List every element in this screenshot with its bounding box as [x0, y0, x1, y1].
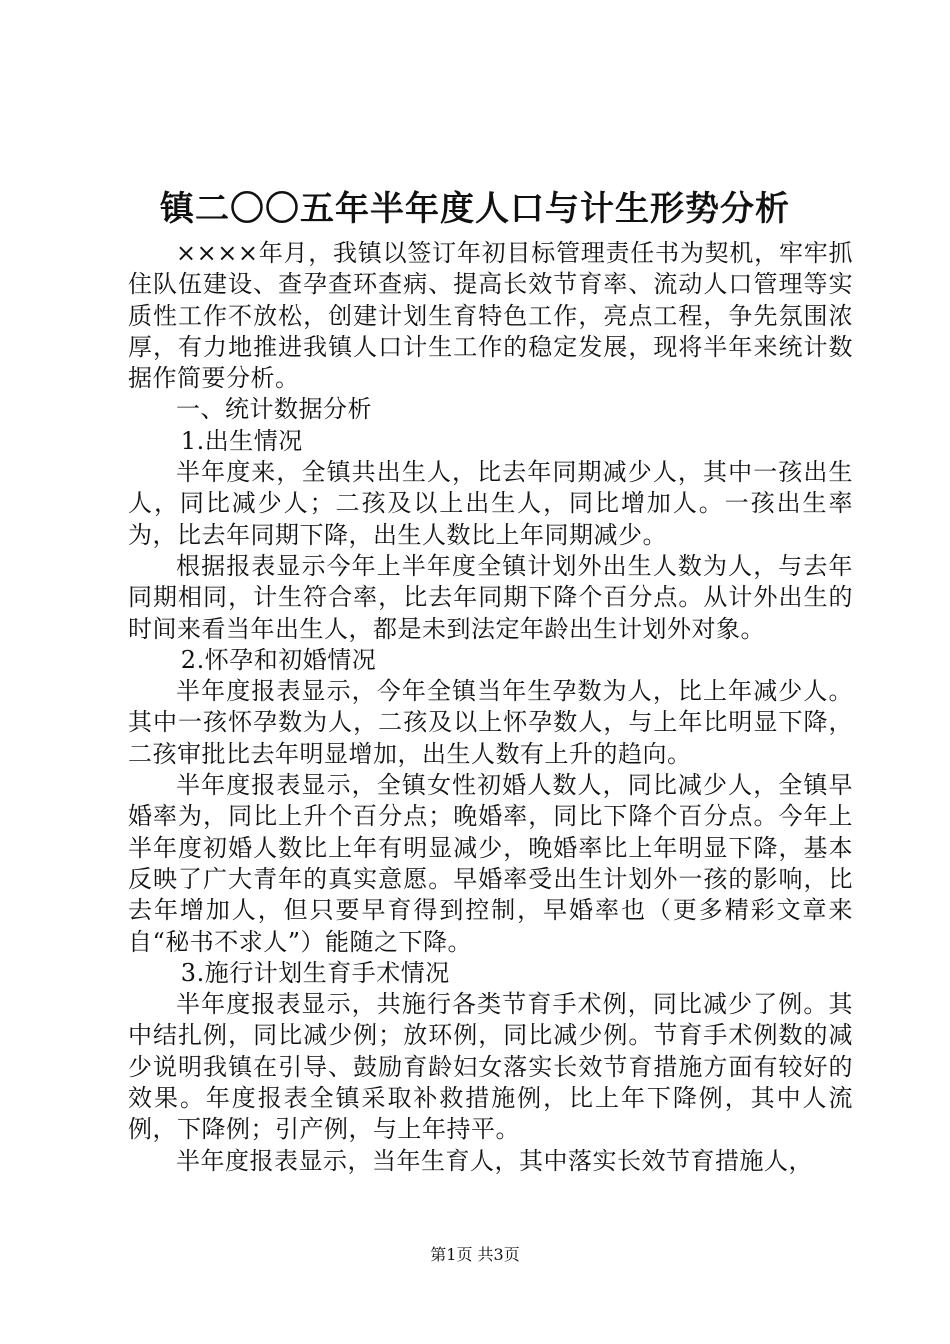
paragraph-marriage: 半年度报表显示，全镇女性初婚人数人，同比减少人，全镇早婚率为，同比上升个百分点；晚婚率，同比下降个百分点。今年上半年度初婚人数比上年有明显减少，晚婚率比上年明显下降，基本反映了广大青年的真实意愿。早婚率受出生计划外一孩的影响，比去年增加人，但只要早育得到控制，早婚率也（更多精彩文章来自“秘书不求人”）能随之下降。: [128, 771, 853, 956]
subheading-births: 1.出生情况: [180, 426, 303, 455]
paragraph-surgery-2: 半年度报表显示，当年生育人，其中落实长效节育措施人，: [176, 1146, 813, 1175]
paragraph-births-1: 半年度来，全镇共出生人，比去年同期减少人，其中一孩出生人，同比减少人；二孩及以上出生人，同比增加人。一孩出生率为，比去年同期下降，出生人数比上年同期减少。: [128, 458, 853, 549]
paragraph-births-2: 根据报表显示今年上半年度全镇计划外出生人数为人，与去年同期相同，计生符合率，比去年同期下降个百分点。从计外出生的时间来看当年出生人，都是未到法定年龄出生计划外对象。: [128, 551, 853, 643]
page-footer: 第1页 共3页: [430, 1245, 520, 1264]
section-heading-statistics: 一、统计数据分析: [176, 395, 372, 424]
paragraph-surgery-1: 半年度报表显示，共施行各类节育手术例，同比减少了例。其中结扎例，同比减少例；放环例，同比减少例。节育手术例数的减少说明我镇在引导、鼓励育龄妇女落实长效节育措施方面有较好的效果。年度报表全镇采取补救措施例，比上年下降例，其中人流例，下降例；引产例，与上年持平。: [128, 990, 853, 1144]
subheading-pregnancy-marriage: 2.怀孕和初婚情况: [180, 645, 377, 674]
document-body: [128, 238, 853, 1177]
paragraph-intro: ××××年月，我镇以签订年初目标管理责任书为契机，牢牢抓住队伍建设、查孕查环查病、提高长效节育率、流动人口管理等实质性工作不放松，创建计划生育特色工作，亮点工程，争先氛围浓厚，有力地推进我镇人口计生工作的稳定发展，现将半年来统计数据作简要分析。: [128, 239, 853, 393]
paragraph-pregnancy: 半年度报表显示，今年全镇当年生孕数为人，比上年减少人。其中一孩怀孕数为人，二孩及以上怀孕数人，与上年比明显下降，二孩审批比去年明显增加，出生人数有上升的趋向。: [128, 677, 853, 768]
subheading-surgery: 3.施行计划生育手术情况: [180, 958, 450, 987]
document-title: 镇二〇〇五年半年度人口与计生形势分析: [160, 189, 790, 229]
